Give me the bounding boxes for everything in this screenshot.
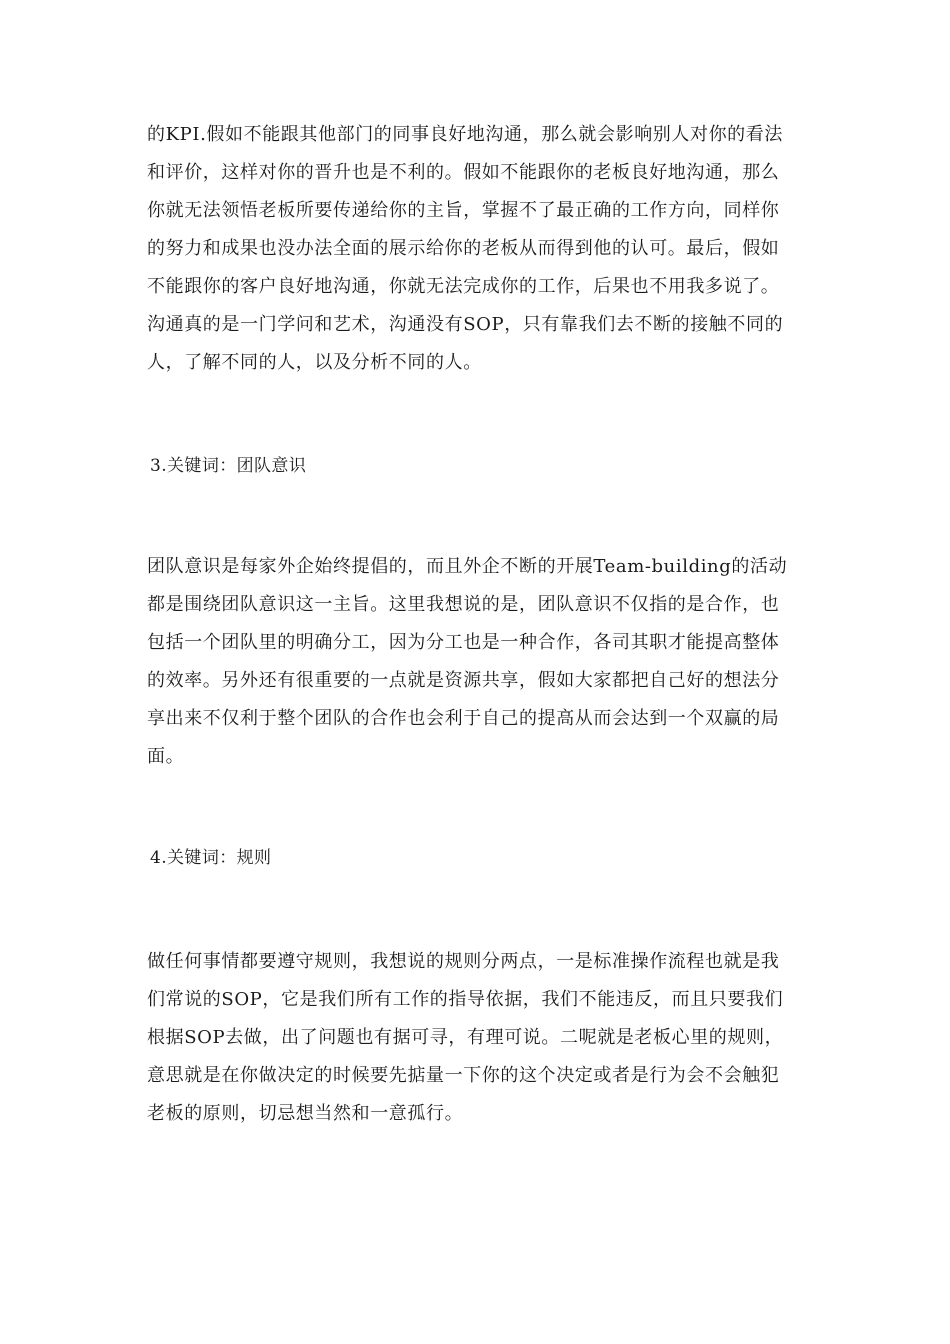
paragraph-teamwork: [147, 548, 807, 776]
paragraph-line: 们常说的SOP，它是我们所有工作的指导依据，我们不能违反，而且只要我们: [147, 989, 784, 1010]
paragraph-line: 享出来不仅利于整个团队的合作也会利于自己的提高从而会达到一个双赢的局: [147, 708, 780, 729]
paragraph-line: 包括一个团队里的明确分工，因为分工也是一种合作，各司其职才能提高整体: [147, 632, 780, 653]
section-heading-rules: 4.关键词：规则: [150, 848, 272, 868]
paragraph-line: 面。: [147, 746, 185, 767]
paragraph-line: 老板的原则，切忌想当然和一意孤行。: [147, 1103, 464, 1124]
paragraph-communication: [147, 116, 807, 382]
paragraph-line: 的效率。另外还有很重要的一点就是资源共享，假如大家都把自己好的想法分: [147, 670, 780, 691]
paragraph-line: 根据SOP去做，出了问题也有据可寻，有理可说。二呢就是老板心里的规则，: [147, 1027, 784, 1048]
paragraph-line: 的KPI.假如不能跟其他部门的同事良好地沟通，那么就会影响别人对你的看法: [147, 124, 783, 145]
paragraph-rules: [147, 943, 807, 1133]
section-heading-teamwork: 3.关键词：团队意识: [150, 456, 307, 476]
paragraph-line: 的努力和成果也没办法全面的展示给你的老板从而得到他的认可。最后，假如: [147, 238, 780, 259]
paragraph-line: 团队意识是每家外企始终提倡的，而且外企不断的开展Team-building的活动: [147, 556, 788, 577]
paragraph-line: 人，了解不同的人，以及分析不同的人。: [147, 352, 482, 373]
paragraph-line: 你就无法领悟老板所要传递给你的主旨，掌握不了最正确的工作方向，同样你: [147, 200, 780, 221]
paragraph-line: 沟通真的是一门学问和艺术，沟通没有SOP，只有靠我们去不断的接触不同的: [147, 314, 784, 335]
paragraph-line: 和评价，这样对你的晋升也是不利的。假如不能跟你的老板良好地沟通，那么: [147, 162, 780, 183]
paragraph-line: 不能跟你的客户良好地沟通，你就无法完成你的工作，后果也不用我多说了。: [147, 276, 780, 297]
paragraph-line: 都是围绕团队意识这一主旨。这里我想说的是，团队意识不仅指的是合作，也: [147, 594, 780, 615]
paragraph-line: 意思就是在你做决定的时候要先掂量一下你的这个决定或者是行为会不会触犯: [147, 1065, 780, 1086]
paragraph-line: 做任何事情都要遵守规则，我想说的规则分两点，一是标准操作流程也就是我: [147, 951, 780, 972]
